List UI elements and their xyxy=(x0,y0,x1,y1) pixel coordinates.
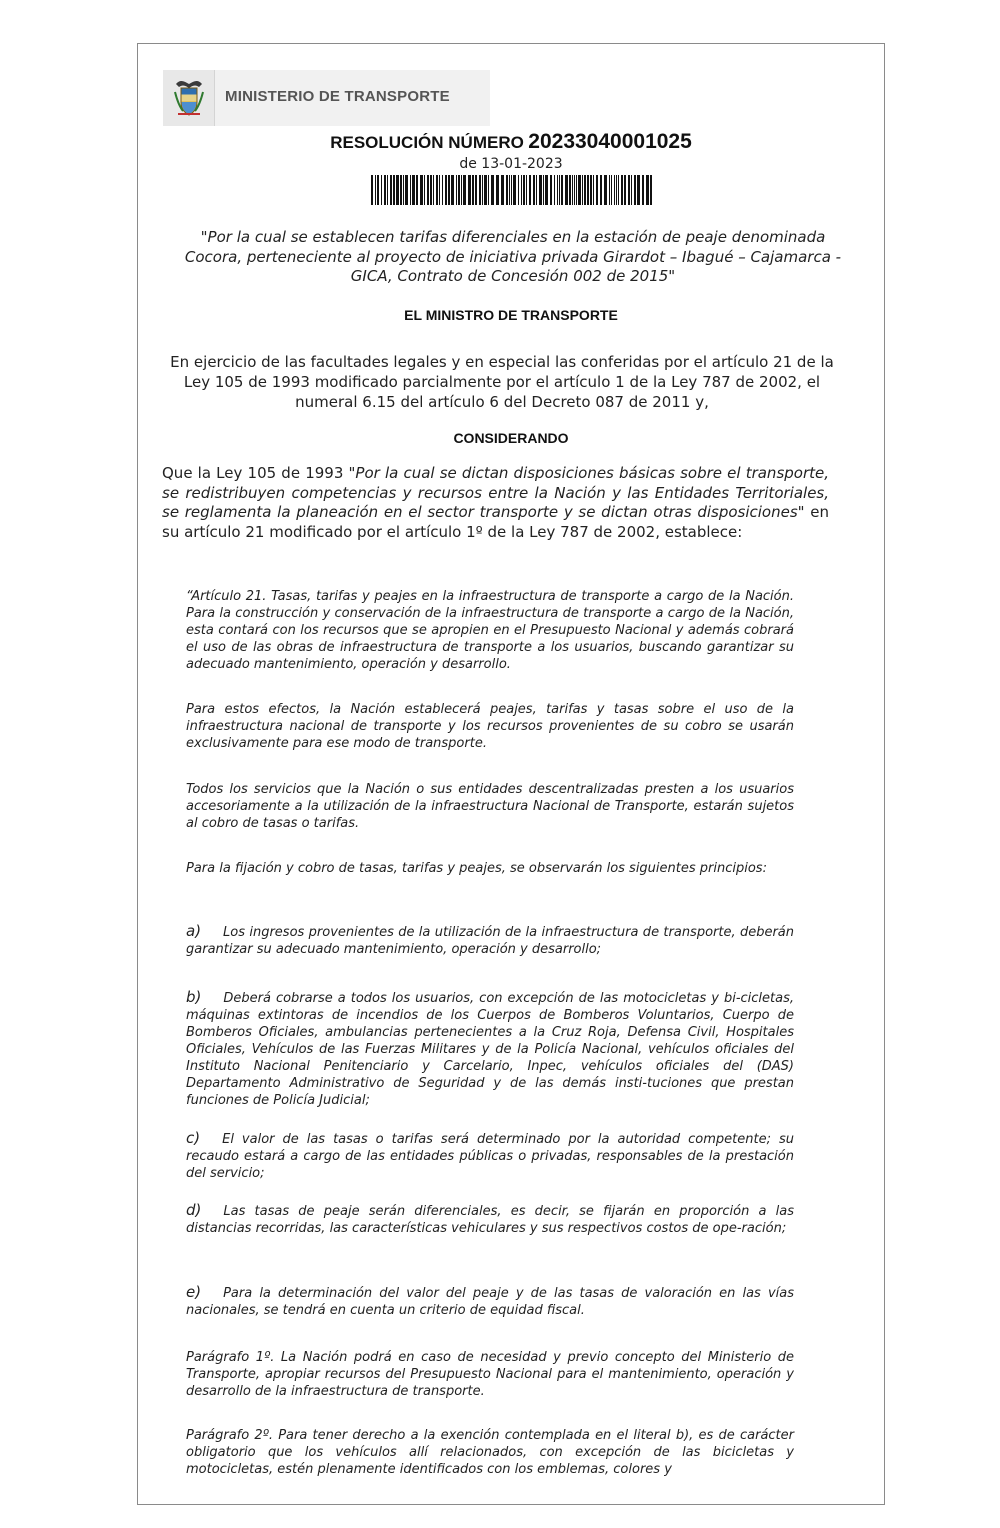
ministry-header xyxy=(163,70,490,126)
considerando-heading: CONSIDERANDO xyxy=(453,430,569,446)
literal-text: Los ingresos provenientes de la utilización de la infraestructura de transporte, deberán garantizar su adecuado mantenimiento, operación y desarrollo; xyxy=(186,925,794,957)
paragrafo-2 xyxy=(186,1427,794,1478)
resolution-number: 20233040001025 xyxy=(528,130,692,153)
paragrafo-text: Parágrafo 2º. Para tener derecho a la exención contemplada en el literal b), es de carácter obligatorio que los vehículos allí relacionados, con excepción de las bicicletas y motocicletas, estén plenamente identificados con los emblemas, colores y xyxy=(186,1428,794,1477)
paragrafo-1 xyxy=(186,1349,794,1400)
article-paragraph-2 xyxy=(186,701,794,752)
literal-label: e) xyxy=(186,1283,202,1301)
article-text: Para estos efectos, la Nación establecerá peajes, tarifas y tasas sobre el uso de la infraestructura nacional de transporte y los recursos provenientes de su cobro se usarán exclusivamente para ese modo de transporte. xyxy=(186,702,794,751)
literal-text: Las tasas de peaje serán diferenciales, es decir, se fijarán en proporción a las distancias recorridas, las características vehiculares y sus respectivos costos de ope-ración; xyxy=(186,1204,794,1236)
ministry-name: MINISTERIO DE TRANSPORTE xyxy=(225,88,450,105)
article-paragraph-4 xyxy=(186,860,794,877)
literal-text: Deberá cobrarse a todos los usuarios, con excepción de las motocicletas y bi-cicletas, máquinas extintoras de incendios de los Cuerpos de Bomberos Voluntarios, Cuerpo de Bomberos Oficiales, ambulancias pertenecientes a la Cruz Roja, Defensa Civil, Hospitales Oficiales, Vehículos de las Fuerzas Militares y de la Policía Nacional, vehículos oficiales del Instituto Nacional Penitenciario y Carcelario, Inpec, vehículos oficiales del (DAS) Departamento Administrativo de Seguridad y de las demás insti-tuciones que prestan funciones de Policía Judicial; xyxy=(186,991,794,1108)
barcode-icon xyxy=(371,175,653,205)
literal-label: c) xyxy=(186,1129,201,1147)
resolution-date: de 13-01-2023 xyxy=(459,156,563,172)
resolution-heading xyxy=(138,130,884,154)
intro-paragraph xyxy=(162,464,829,542)
intro-law-title: "Por la cual se dictan disposiciones básicas sobre el transporte, se redistribuyen competencias y recursos entre la Nación y las Entidades Territoriales, se reglamenta la planeación en el sector transporte y se dictan otras disposiciones xyxy=(162,464,830,521)
intro-after: " en su artículo 21 modificado por el artículo 1º de la Ley 787 de 2002, establece: xyxy=(162,503,829,541)
article-text: Para la fijación y cobro de tasas, tarifas y peajes, se observarán los siguientes principios: xyxy=(186,861,767,876)
document-page xyxy=(137,43,885,1505)
literal-c xyxy=(186,1130,794,1182)
literal-label: d) xyxy=(186,1201,202,1219)
resolution-label: RESOLUCIÓN NÚMERO xyxy=(330,133,524,152)
literal-e xyxy=(186,1284,794,1319)
literal-d xyxy=(186,1202,794,1237)
literal-text: Para la determinación del valor del peaje y de las tasas de valoración en las vías nacionales, se tendrá en cuenta un criterio de equidad fiscal. xyxy=(186,1286,794,1318)
literal-a xyxy=(186,923,794,958)
article-paragraph-1 xyxy=(186,588,794,673)
authority-heading: EL MINISTRO DE TRANSPORTE xyxy=(404,307,618,323)
intro-before: Que la Ley 105 de 1993 xyxy=(162,464,349,482)
article-text: Todos los servicios que la Nación o sus entidades descentralizadas presten a los usuarios accesoriamente a la utilización de la infraestructura Nacional de Transporte, estarán sujetos al cobro de tasas o tarifas. xyxy=(186,782,794,831)
literal-b xyxy=(186,989,794,1109)
literal-label: b) xyxy=(186,988,202,1006)
resolution-title: "Por la cual se establecen tarifas diferenciales en la estación de peaje denominada Cocora, perteneciente al proyecto de iniciativa privada Girardot – Ibagué – Cajamarca - GICA, Contrato de Concesión 002 de 2015" xyxy=(184,228,842,285)
article-paragraph-3 xyxy=(186,781,794,832)
preamble: En ejercicio de las facultades legales y en especial las conferidas por el artículo 21 de la Ley 105 de 1993 modificado parcialmente por el artículo 1 de la Ley 787 de 2002, el numeral 6.15 del artículo 6 del Decreto 087 de 2011 y, xyxy=(170,353,834,411)
article-text: “Artículo 21. Tasas, tarifas y peajes en la infraestructura de transporte a cargo de la Nación. Para la construcción y conservación de la infraestructura de transporte a cargo de la Nación, esta contará con los recursos que se apropien en el Presupuesto Nacional y además cobrará el uso de las obras de infraestructura de transporte a los usuarios, buscando garantizar su adecuado mantenimiento, operación y desarrollo. xyxy=(186,589,794,672)
literal-text: El valor de las tasas o tarifas será determinado por la autoridad competente; su recaudo estará a cargo de las entidades públicas o privadas, responsables de la prestación del servicio; xyxy=(186,1132,794,1181)
paragrafo-text: Parágrafo 1º. La Nación podrá en caso de necesidad y previo concepto del Ministerio de Transporte, apropiar recursos del Presupuesto Nacional para el mantenimiento, operación y desarrollo de la infraestructura de transporte. xyxy=(186,1350,794,1399)
colombia-coat-of-arms-icon xyxy=(163,70,215,126)
literal-label: a) xyxy=(186,922,202,940)
